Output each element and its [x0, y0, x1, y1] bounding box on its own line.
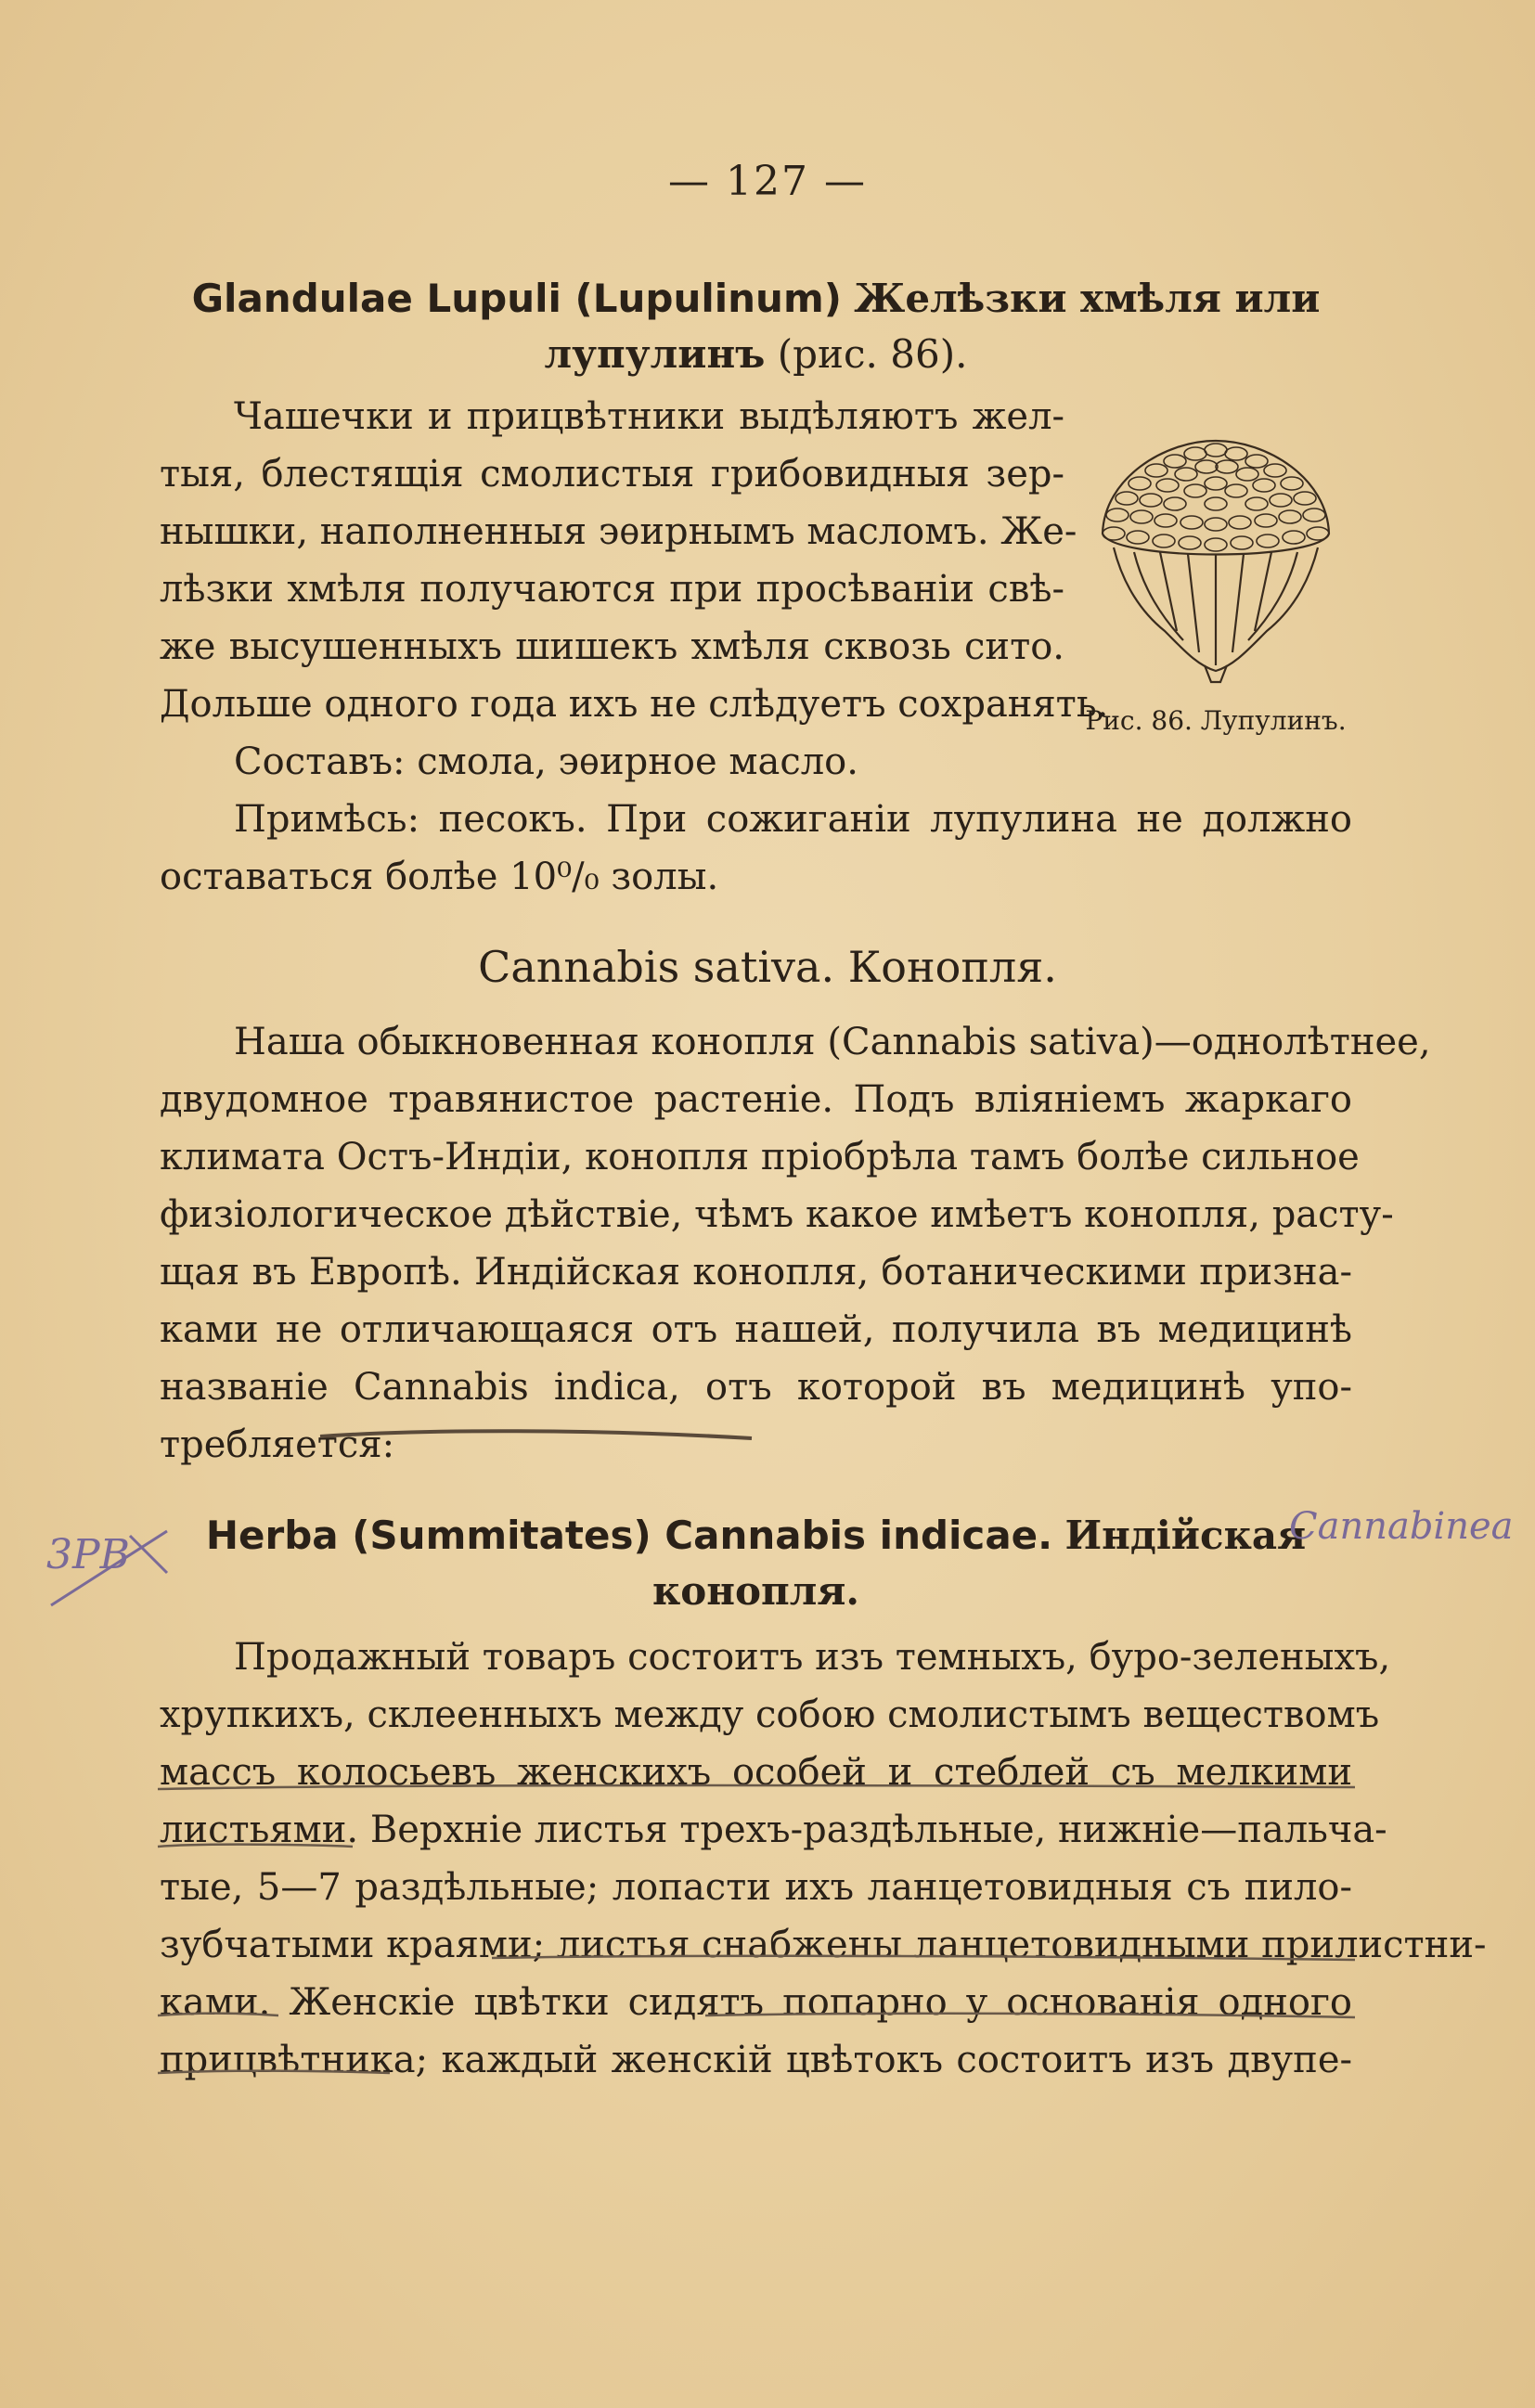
text-line: Наша обыкновенная конопля (Cannabis sativa)—однолѣтнее, — [234, 1021, 1431, 1063]
section-title-cannabis-sativa: Cannabis sativa. Конопля. — [478, 942, 1057, 992]
title-russian: Желѣзки хмѣля или лупулинъ — [544, 276, 1321, 377]
text-line: массъ колосьевъ женскихъ особей и стеблей съ мелкими — [160, 1751, 1352, 1794]
text-line: тые, 5—7 раздѣльные; лопасти ихъ ланцетовидныя съ пило- — [160, 1866, 1352, 1909]
text-line: хрупкихъ, склеенныхъ между собою смолистымъ веществомъ — [160, 1693, 1380, 1736]
text-line: требляется: — [160, 1423, 395, 1466]
text-line: лѣзки хмѣля получаются при просѣваніи свѣ- — [160, 568, 1064, 611]
text-line: щая въ Европѣ. Индійская конопля, ботаническими призна- — [160, 1251, 1352, 1294]
title-latin: Glandulae Lupuli (Lupulinum) — [191, 276, 842, 321]
text-line: ками не отличающаяся отъ нашей, получила въ медицинѣ — [160, 1308, 1352, 1351]
text-line: же высушенныхъ шишекъ хмѣля сквозь сито. — [160, 625, 1064, 668]
margin-annotation-text: 3РВ — [46, 1531, 130, 1578]
lupulin-figure — [1077, 422, 1355, 701]
text-line: листьями. Верхніе листья трехъ-раздѣльные, нижніе—пальча- — [160, 1809, 1387, 1851]
paragraph-composition — [160, 733, 1352, 906]
text-line: зубчатыми краями; листья снабжены ланцетовидными прилистни- — [160, 1924, 1487, 1966]
margin-annotation-text: Cannabinea — [1289, 1505, 1514, 1548]
text-line: ками. Женскіе цвѣтки сидятъ попарно у основанія одного — [160, 1981, 1352, 2024]
text-line: прицвѣтника; каждый женскій цвѣтокъ состоитъ изъ двупе- — [160, 2039, 1352, 2081]
paragraph-glandulae — [160, 388, 1109, 733]
title-figure-ref: (рис. 86). — [777, 331, 968, 377]
title-latin: Herba (Summitates) Cannabis indicae. — [205, 1513, 1053, 1558]
text-line: оставаться болѣе 10⁰/₀ золы. — [160, 856, 719, 898]
text-line: двудомное травянистое растеніе. Подъ вліяніемъ жаркаго — [160, 1078, 1352, 1121]
text-line: климата Остъ-Индіи, конопля пріобрѣла тамъ болѣе сильное — [160, 1136, 1360, 1178]
text-line: тыя, блестящія смолистыя грибовидныя зер- — [160, 453, 1064, 496]
text-line: Продажный товаръ состоитъ изъ темныхъ, буро-зеленыхъ, — [234, 1636, 1391, 1679]
paragraph-cannabis-sativa — [160, 1013, 1431, 1474]
section-title-glandulae — [160, 271, 1352, 382]
text-line: Чашечки и прицвѣтники выдѣляютъ жел- — [234, 395, 1064, 438]
figure-caption: Рис. 86. Лупулинъ. — [1085, 705, 1347, 736]
pencil-underline — [316, 1420, 761, 1448]
text-line: названіе Cannabis indica, отъ которой въ медицинѣ упо- — [160, 1366, 1352, 1409]
page-number: — 127 — — [668, 158, 867, 205]
text-line: физіологическое дѣйствіе, чѣмъ какое имѣетъ конопля, расту- — [160, 1193, 1394, 1236]
text-line: Дольше одного года ихъ не слѣдуетъ сохранять. — [160, 683, 1109, 726]
pencil-underlines-section3 — [148, 1772, 1487, 2106]
text-line: нышки, наполненныя эѳирнымъ масломъ. Же- — [160, 510, 1077, 553]
margin-annotation-left — [37, 1503, 176, 1615]
text-line: Примѣсь: песокъ. При сожиганіи лупулина не должно — [234, 798, 1352, 841]
composition-line: Составъ: смола, эѳирное масло. — [234, 740, 858, 783]
title-russian: Индійская конопля. — [651, 1513, 1307, 1614]
margin-annotation-right — [1285, 1494, 1535, 1559]
section-title-herba-cannabis — [160, 1508, 1352, 1619]
